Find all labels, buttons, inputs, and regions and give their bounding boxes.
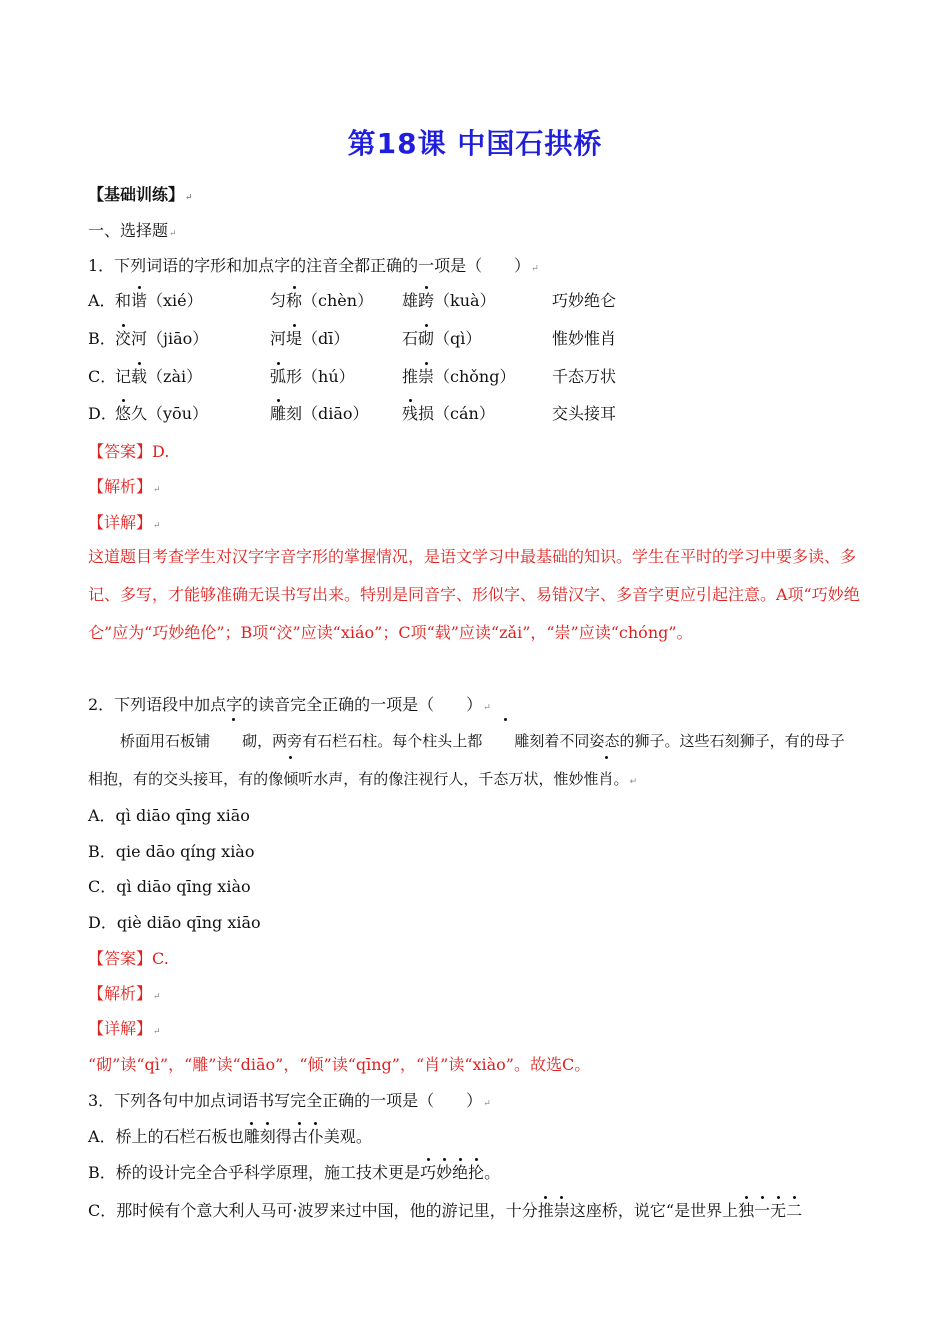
dotted-char: 推 xyxy=(537,1201,554,1220)
q1-option-word: 记载（zài） xyxy=(115,367,203,386)
dotted-char: 独 xyxy=(738,1201,755,1220)
q3-option-a: A．桥上的石栏石板也雕刻得古仆美观。 xyxy=(88,1127,372,1146)
dotted-char: 崇 xyxy=(418,367,435,386)
dotted-char: 堤 xyxy=(286,329,303,348)
q1-option-word: 弧形（hú） xyxy=(270,367,355,386)
q2-option-a: A．qì diāo qīng xiāo xyxy=(88,806,250,825)
q1-option-word: 洨河（jiāo） xyxy=(115,329,209,348)
dotted-char: 弧 xyxy=(270,367,287,386)
part-heading: 一、选择题↵ xyxy=(88,221,177,240)
q1-option-word: 石砌（qì） xyxy=(402,329,482,348)
dotted-char: 崇 xyxy=(553,1201,570,1220)
q2-detail: “砌”读“qì”，“雕”读“diāo”，“倾”读“qīng”，“肖”读“xiào”。故选C。 xyxy=(88,1055,591,1074)
q3-stem: 3．下列各句中加点词语书写完全正确的一项是（ ）↵ xyxy=(88,1091,491,1110)
q2-passage-line2: 相抱，有的交头接耳，有的像倾听水声，有的像注视行人，千态万状，惟妙惟肖。↵ xyxy=(88,760,863,801)
dotted-char: 洨 xyxy=(115,329,132,348)
q1-analysis: 【解析】↵ xyxy=(88,477,161,496)
q1-answer: 【答案】D. xyxy=(88,442,170,461)
q1-option-word: 巧妙绝仑 xyxy=(552,291,617,310)
dotted-char: 一 xyxy=(754,1201,771,1220)
dotted-char: 古 xyxy=(291,1127,308,1146)
section-heading: 【基础训练】↵ xyxy=(88,185,193,204)
q1-option-label: D． xyxy=(88,404,117,423)
dotted-char: 称 xyxy=(286,291,303,310)
dotted-char: 砌 xyxy=(210,722,257,760)
q1-option-label: B． xyxy=(88,329,116,348)
q2-option-b: B．qie dāo qíng xiào xyxy=(88,842,255,861)
dotted-char: 砌 xyxy=(418,329,435,348)
q2-stem: 2．下列语段中加点字的读音完全正确的一项是（ ）↵ xyxy=(88,695,491,714)
dotted-char: 雕 xyxy=(482,722,529,760)
q2-detail-label: 【详解】↵ xyxy=(88,1019,161,1038)
q1-option-word: 雄跨（kuà） xyxy=(402,291,496,310)
q1-option-word: 惟妙惟肖 xyxy=(552,329,617,348)
q2-option-c: C．qì diāo qīng xiào xyxy=(88,877,251,896)
q2-answer: 【答案】C. xyxy=(88,949,169,968)
q1-option-word: 交头接耳 xyxy=(552,404,617,423)
dotted-char: 巧 xyxy=(420,1163,437,1182)
dotted-char: 跨 xyxy=(418,291,435,310)
q3-option-b: B．桥的设计完全合乎科学原理，施工技术更是巧妙绝抡。 xyxy=(88,1163,501,1182)
q2-analysis: 【解析】↵ xyxy=(88,984,161,1003)
q1-option-word: 雕刻（diāo） xyxy=(270,404,369,423)
dotted-char: 倾 xyxy=(283,760,298,798)
q1-option-word: 河堤（dī） xyxy=(270,329,350,348)
page-title: 第18课 中国石拱桥 xyxy=(347,127,603,160)
q1-detail: 这道题目考查学生对汉字字音字形的掌握情况，是语文学习中最基础的知识。学生在平时的学习中要多读、多记、多写，才能够准确无误书写出来。特别是同音字、形似字、易错汉字、多音字更应引起注意。A项“巧妙绝仑”应为“巧妙绝伦”；B项“洨”应读“xiáo”；C项“载”应读“zǎi”，“崇”应读“chóng”。 xyxy=(88,547,860,642)
q1-option-label: A． xyxy=(88,291,116,310)
dotted-char: 刻 xyxy=(259,1127,276,1146)
q1-option-label: C． xyxy=(88,367,117,386)
dotted-char: 抡 xyxy=(468,1163,485,1182)
q1-option-word: 千态万状 xyxy=(552,367,617,386)
dotted-char: 载 xyxy=(131,367,148,386)
dotted-char: 绝 xyxy=(452,1163,469,1182)
q2-option-d: D．qiè diāo qīng xiāo xyxy=(88,913,261,932)
dotted-char: 无 xyxy=(770,1201,787,1220)
dotted-char: 雕 xyxy=(243,1127,260,1146)
q1-option-word: 匀称（chèn） xyxy=(270,291,374,310)
dotted-char: 悠 xyxy=(115,404,132,423)
q1-option-word: 残损（cán） xyxy=(402,404,495,423)
dotted-char: 雕 xyxy=(270,404,287,423)
dotted-char: 妙 xyxy=(436,1163,453,1182)
dotted-char: 仆 xyxy=(307,1127,324,1146)
q1-option-word: 悠久（yōu） xyxy=(115,404,208,423)
q3-option-c: C．那时候有个意大利人马可·波罗来过中国，他的游记里，十分推崇这座桥，说它“是世界上独一无二 xyxy=(88,1201,803,1220)
q1-option-word: 和谐（xié） xyxy=(115,291,203,310)
q1-option-word: 推崇（chǒng） xyxy=(402,367,516,386)
q1-detail-label: 【详解】↵ xyxy=(88,513,161,532)
q2-passage-line1: 桥面用石板铺 砌，两旁有石栏石柱。每个柱头上都 雕刻着不同姿态的狮子。这些石刻狮子，有的母子 xyxy=(88,722,863,760)
dotted-char: 肖 xyxy=(599,760,614,798)
dotted-char: 谐 xyxy=(131,291,148,310)
q1-stem: 1．下列词语的字形和加点字的注音全都正确的一项是（ ）↵ xyxy=(88,256,539,275)
dotted-char: 残 xyxy=(402,404,419,423)
dotted-char: 二 xyxy=(786,1201,803,1220)
